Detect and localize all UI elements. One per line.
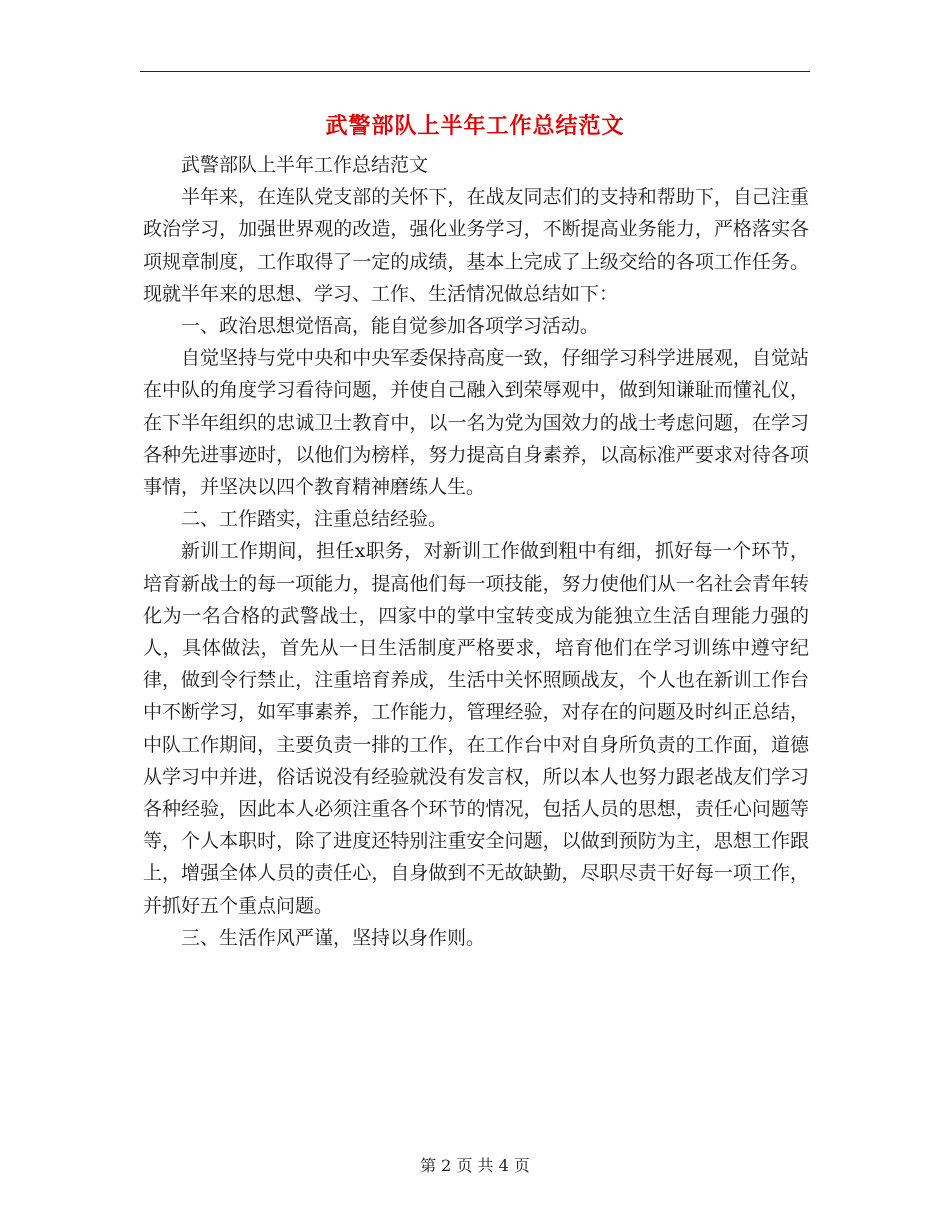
header-rule: [140, 71, 810, 72]
section-heading-1: 一、政治思想觉悟高，能自觉参加各项学习活动。: [181, 315, 600, 338]
paragraph-subtitle: 武警部队上半年工作总结范文: [181, 154, 429, 176]
document-body: [143, 149, 809, 954]
paragraph-section-1: 自觉坚持与党中央和中央军委保持高度一致，仔细学习科学进展观，自觉站在中队的角度学习看待问题，并使自己融入到荣辱观中，做到知谦耻而懂礼仪，在下半年组织的忠诚卫士教育中，以一名为党为国效力的战士考虑问题，在学习各种先进事迹时，以他们为榜样，努力提高自身素养，以高标准严要求对待各项事情，并坚决以四个教育精神磨练人生。: [143, 347, 809, 499]
page-number: 第 2 页 共 4 页: [420, 1156, 530, 1175]
paragraph-intro: 半年来，在连队党支部的关怀下，在战友同志们的支持和帮助下，自己注重政治学习，加强世界观的改造，强化业务学习，不断提高业务能力，严格落实各项规章制度，工作取得了一定的成绩，基本上完成了上级交给的各项工作任务。现就半年来的思想、学习、工作、生活情况做总结如下：: [143, 186, 809, 305]
document-title: 武警部队上半年工作总结范文: [325, 114, 625, 139]
section-heading-3: 三、生活作风严谨，坚持以身作则。: [181, 926, 486, 949]
paragraph-section-2: 新训工作期间，担任x职务，对新训工作做到粗中有细，抓好每一个环节，培育新战士的每一项能力，提高他们每一项技能，努力使他们从一名社会青年转化为一名合格的武警战士，四家中的掌中宝转变成为能独立生活自理能力强的人，具体做法，首先从一日生活制度严格要求，培育他们在学习训练中遵守纪律，做到令行禁止，注重培育养成，生活中关怀照顾战友，个人也在新训工作台中不断学习，如军事素养，工作能力，管理经验，对存在的问题及时纠正总结，中队工作期间，主要负责一排的工作，在工作台中对自身所负责的工作面，道德从学习中并进，俗话说没有经验就没有发言权，所以本人也努力跟老战友们学习各种经验，因此本人必须注重各个环节的情况，包括人员的思想，责任心问题等等，个人本职时，除了进度还特别注重安全问题，以做到预防为主，思想工作跟上，增强全体人员的责任心，自身做到不无故缺勤，尽职尽责干好每一项工作，并抓好五个重点问题。: [143, 540, 809, 917]
section-heading-2: 二、工作踏实，注重总结经验。: [181, 508, 448, 531]
